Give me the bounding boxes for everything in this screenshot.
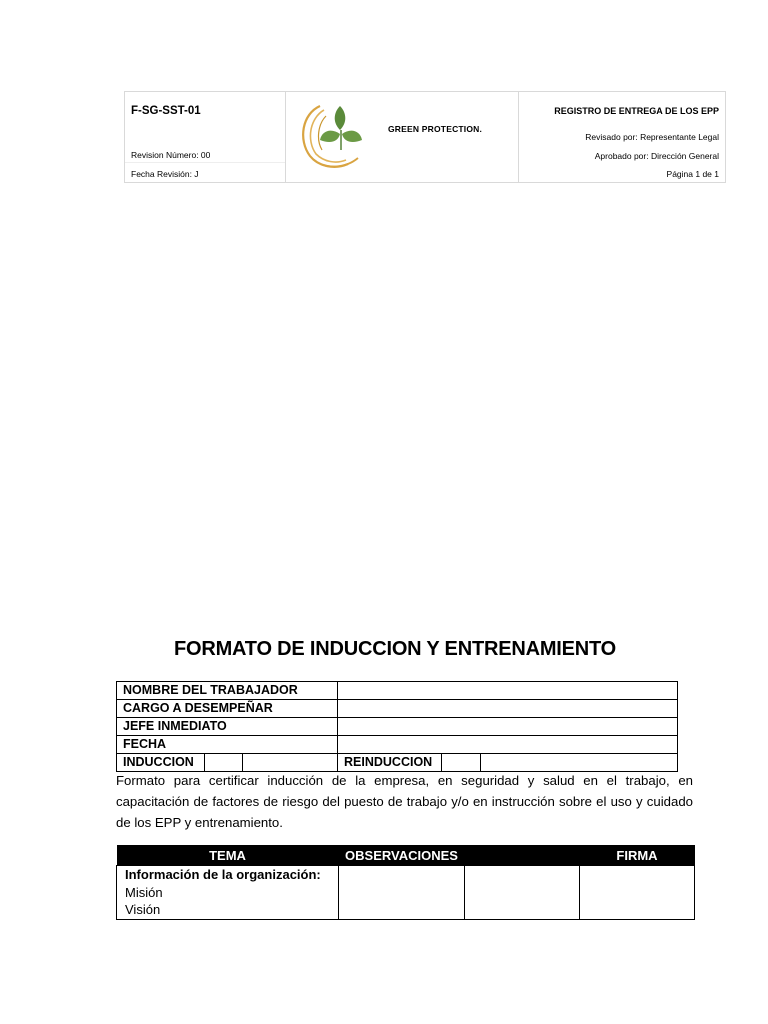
table-row xyxy=(117,718,678,736)
tema-line-vision: Visión xyxy=(125,902,161,917)
tema-cell xyxy=(117,866,339,920)
description-paragraph: Formato para certificar inducción de la empresa, en seguridad y salud en el trabajo, en capacitación de factores de riesgo del puesto de trabajo y/o en instrucción sobre el uso y cuidado de los EPP y entrenamiento. xyxy=(116,773,693,830)
supervisor-field[interactable] xyxy=(338,718,678,736)
reinduction-label: REINDUCCION xyxy=(338,754,442,772)
table-row xyxy=(117,682,678,700)
firma-header: FIRMA xyxy=(580,845,695,866)
induction-check-field[interactable] xyxy=(205,754,243,772)
tema-heading: Información de la organización: xyxy=(125,867,321,882)
document-title: REGISTRO DE ENTREGA DE LOS EPP xyxy=(554,106,719,116)
document-header xyxy=(124,91,726,183)
reviewed-by: Revisado por: Representante Legal xyxy=(585,132,719,142)
reinduction-extra-field[interactable] xyxy=(481,754,678,772)
page-number: Página 1 de 1 xyxy=(666,169,719,179)
induction-extra-field[interactable] xyxy=(243,754,338,772)
date-label: FECHA xyxy=(117,736,338,754)
position-label: CARGO A DESEMPEÑAR xyxy=(117,700,338,718)
table-row xyxy=(117,736,678,754)
worker-info-table xyxy=(116,681,678,772)
header-center-cell xyxy=(286,92,519,182)
table-row xyxy=(117,866,695,920)
observaciones-header: OBSERVACIONES xyxy=(339,845,465,866)
header-right-cell xyxy=(519,92,725,182)
table-header-row xyxy=(117,845,695,866)
induction-label: INDUCCION xyxy=(117,754,205,772)
header-left-cell xyxy=(125,92,286,182)
worker-name-field[interactable] xyxy=(338,682,678,700)
table-row xyxy=(117,754,678,772)
reinduction-check-field[interactable] xyxy=(442,754,481,772)
header-divider xyxy=(125,162,285,163)
document-code: F-SG-SST-01 xyxy=(131,105,201,117)
revision-date: Fecha Revisión: J xyxy=(131,169,199,179)
worker-name-label: NOMBRE DEL TRABAJADOR xyxy=(117,682,338,700)
leaf-logo-icon xyxy=(296,100,368,172)
revision-number: Revision Número: 00 xyxy=(131,150,211,160)
tema-line-mision: Misión xyxy=(125,884,163,900)
position-field[interactable] xyxy=(338,700,678,718)
topics-table xyxy=(116,845,695,920)
header-spacer xyxy=(465,845,580,866)
date-field[interactable] xyxy=(338,736,678,754)
tema-header: TEMA xyxy=(117,845,339,866)
approved-by: Aprobado por: Dirección General xyxy=(594,151,719,161)
supervisor-label: JEFE INMEDIATO xyxy=(117,718,338,736)
company-name: GREEN PROTECTION. xyxy=(388,124,483,134)
extra-field[interactable] xyxy=(465,866,580,920)
table-row xyxy=(117,700,678,718)
observaciones-field[interactable] xyxy=(339,866,465,920)
page-title: FORMATO DE INDUCCION Y ENTRENAMIENTO xyxy=(173,638,617,660)
firma-field[interactable] xyxy=(580,866,695,920)
